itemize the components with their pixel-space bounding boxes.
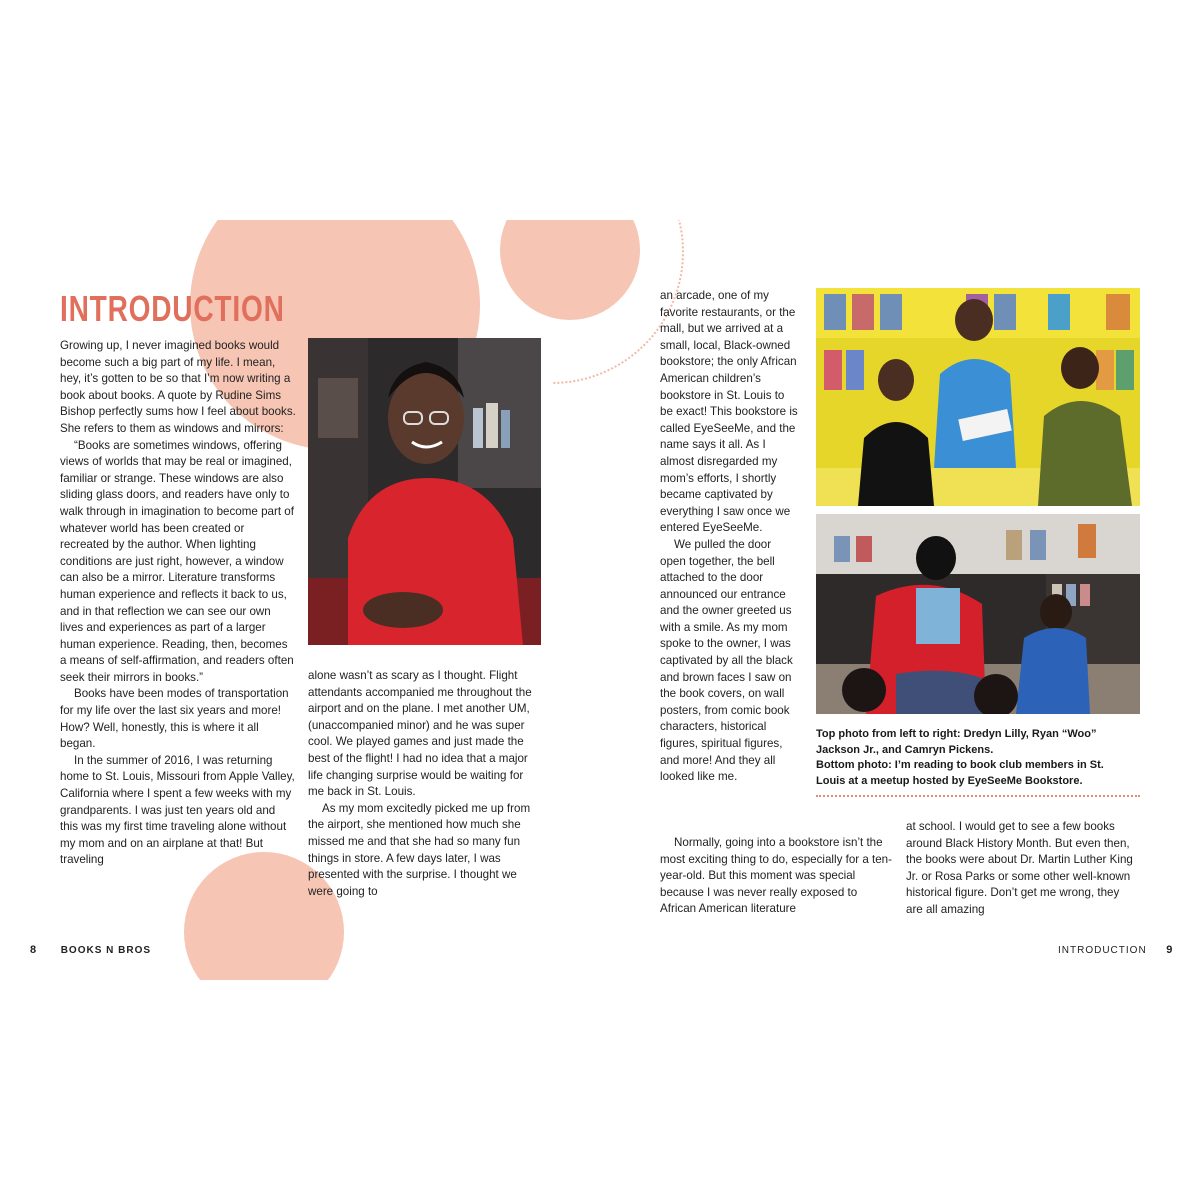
caption-bottom-photo: Bottom photo: I’m reading to book club members in St. Louis at a meetup hosted by EyeSeeMe Bookstore. — [816, 759, 1104, 787]
photo-caption — [816, 727, 1136, 789]
caption-divider — [816, 795, 1140, 797]
paragraph: at school. I would get to see a few books around Black History Month. But even then, the books were about Dr. Martin Luther King Jr. or Rosa Parks or some other well-known historical figure. Don’t get me wrong, they are all amazing — [906, 820, 1133, 916]
paragraph: Normally, going into a bookstore isn’t the most exciting thing to do, especially for a ten-year-old. But this moment was special because I was never really exposed to African American literature — [660, 836, 892, 916]
page-number: 8 — [30, 944, 38, 956]
caption-top-photo: Top photo from left to right: Dredyn Lilly, Ryan “Woo” Jackson Jr., and Camryn Pickens. — [816, 728, 1097, 756]
right-bottom-col1 — [660, 835, 892, 918]
paragraph: In the summer of 2016, I was returning home to St. Louis, Missouri from Apple Valley, California where I spent a few weeks with my grandparents. I was just ten years old and this was my first time traveling alone without my mom and on an airplane at that! But traveling — [60, 753, 295, 867]
top-margin — [0, 0, 1200, 220]
running-head: BOOKS N BROS — [60, 945, 152, 956]
author-portrait-photo — [308, 338, 541, 645]
left-text-col1 — [60, 338, 296, 869]
quote-paragraph: “Books are sometimes windows, offering views of worlds that may be real or imagined, familiar or strange. These windows are also sliding glass doors, and readers have only to walk through in imagination to become part of whatever world has been created or recreated by the author. When lighting conditions are just right, however, a window can also be a mirror. Literature transforms human experience and reflects it back to us, and in that reflection we can see our own lives and experiences as part of a larger human experience. Reading, then, becomes a means of self-affirmation, and readers often seek their mirrors in books.” — [60, 438, 294, 684]
paragraph: an arcade, one of my favorite restaurants, or the mall, but we arrived at a small, local, Black-owned bookstore; the only African American children’s bookstore in St. Louis to be exact! This bookstore is called EyeSeeMe, and the name says it all. As I almost disregarded my mom’s efforts, I shortly became captivated by everything I saw once we entered EyeSeeMe. — [660, 289, 798, 535]
running-head: INTRODUCTION — [1058, 945, 1147, 956]
book-club-photo-bottom — [816, 514, 1140, 714]
right-bottom-col2 — [906, 819, 1138, 919]
right-footer — [1058, 944, 1173, 956]
left-footer — [30, 944, 151, 956]
paragraph: We pulled the door open together, the bell attached to the door announced our entrance and the owner greeted us with a smile. As my mom spoke to the owner, I was captivated by all the black and brown faces I saw on the book covers, on wall posters, from comic book characters, historical figures, spiritual figures, and more! And they all looked like me. — [660, 537, 793, 784]
paragraph: Books have been modes of transportation for my life over the last six years and more! How? Well, honestly, this is where it all began. — [60, 687, 289, 751]
paragraph: Growing up, I never imagined books would become such a big part of my life. I mean, hey, it’s gotten to be so that I’m now writing a book about books. A quote by Rudine Sims Bishop perfectly sums how I feel about books. She refers to them as windows and mirrors: — [60, 339, 296, 435]
page-number: 9 — [1166, 944, 1174, 956]
right-text-col1 — [660, 288, 800, 786]
paragraph: alone wasn’t as scary as I thought. Flight attendants accompanied me throughout the airport and on the plane. I met another UM, (unaccompanied minor) and he was super cool. We played games and just made the best of the flight! I had no idea that a major life changing surprise would be waiting for me back in St. Louis. — [308, 669, 532, 799]
page-title: INTRODUCTION — [60, 288, 285, 329]
paragraph: As my mom excitedly picked me up from the airport, she mentioned how much she missed me and that she had so many fun things in store. A few days later, I was presented with the surprise. I thought we were going to — [308, 801, 531, 898]
book-club-photo-top — [816, 288, 1140, 506]
left-text-col2 — [308, 668, 542, 900]
bottom-margin — [0, 980, 1200, 1200]
